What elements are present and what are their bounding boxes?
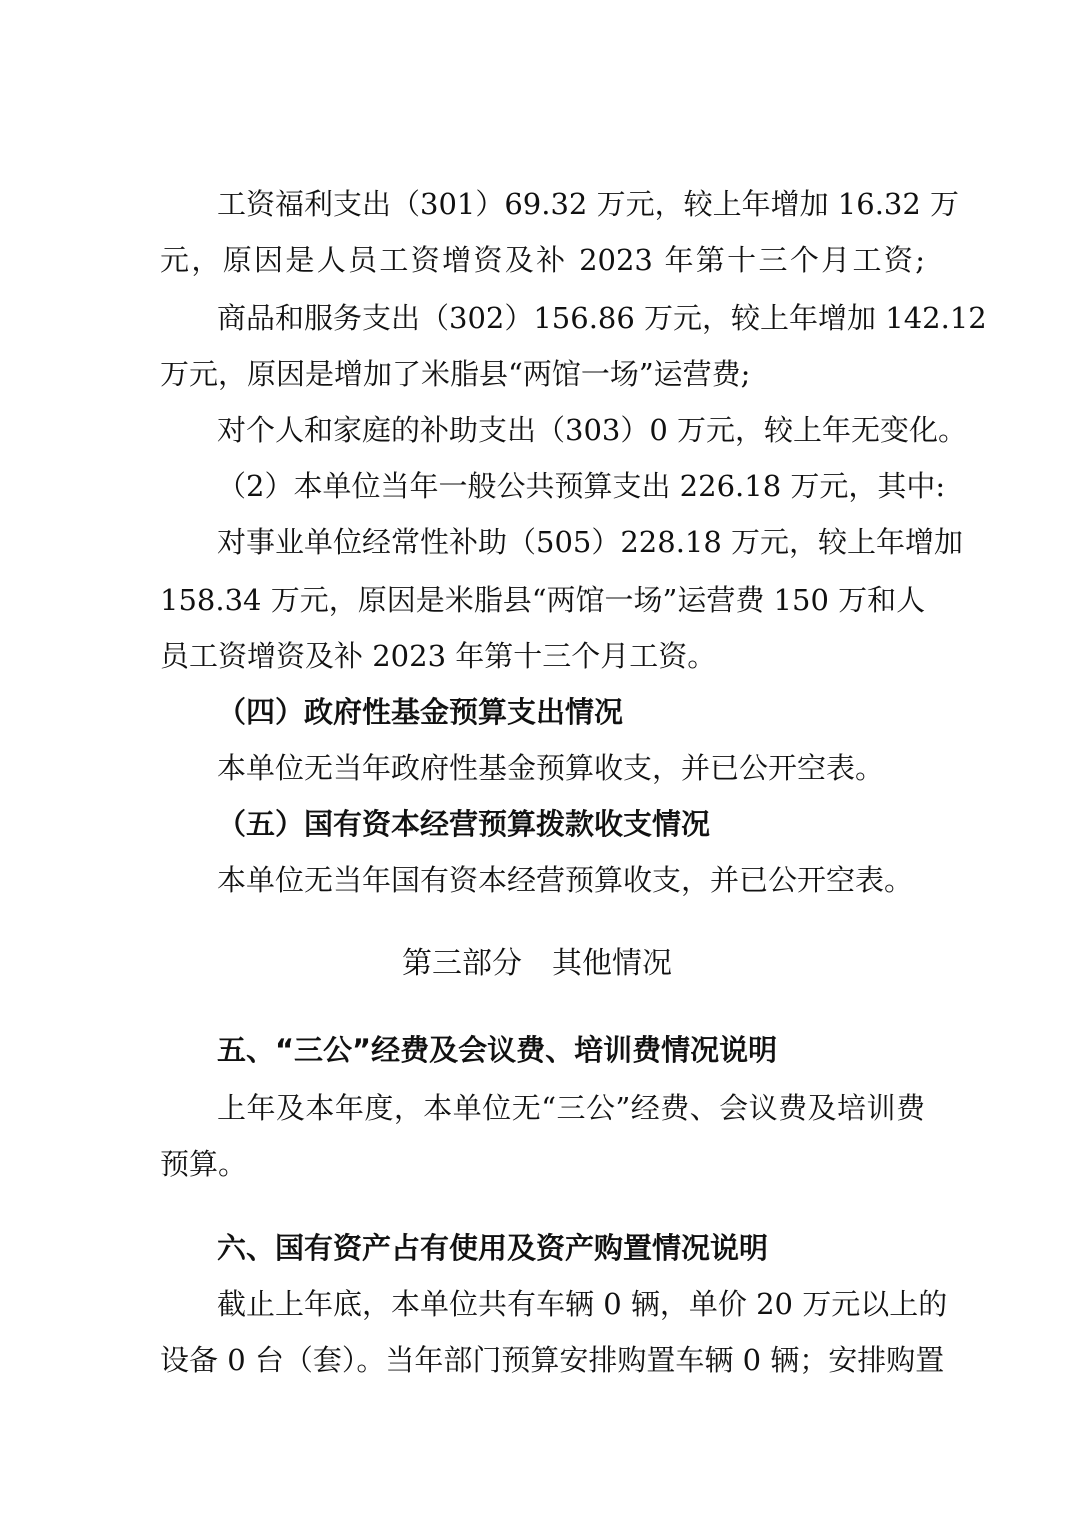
paragraph-state-capital: 本单位无当年国有资本经营预算收支，并已公开空表。 xyxy=(217,863,914,897)
paragraph-institution-line-3: 员工资增资及补 2023 年第十三个月工资。 xyxy=(160,639,717,673)
paragraph-gov-fund: 本单位无当年政府性基金预算收支，并已公开空表。 xyxy=(217,751,885,785)
paragraph-assets-line-2: 设备 0 台（套）。当年部门预算安排购置车辆 0 辆；安排购置 xyxy=(160,1343,945,1377)
paragraph-institution-line-2: 158.34 万元，原因是米脂县“两馆一场”运营费 150 万和人 xyxy=(160,583,926,617)
paragraph-general-budget: （2）本单位当年一般公共预算支出 226.18 万元，其中: xyxy=(217,469,946,503)
paragraph-goods-line-2: 万元，原因是增加了米脂县“两馆一场”运营费; xyxy=(160,357,751,391)
paragraph-salary-line-2: 元，原因是人员工资增资及补 2023 年第十三个月工资; xyxy=(160,243,925,277)
part-three-title: 第三部分 其他情况 xyxy=(402,946,672,981)
heading-assets: 六、国有资产占有使用及资产购置情况说明 xyxy=(217,1231,769,1265)
paragraph-sangong-line-1: 上年及本年度，本单位无“三公”经费、会议费及培训费 xyxy=(217,1091,925,1125)
paragraph-institution-line-1: 对事业单位经常性补助（505）228.18 万元，较上年增加 xyxy=(217,525,964,559)
paragraph-salary-line-1: 工资福利支出（301）69.32 万元，较上年增加 16.32 万 xyxy=(217,187,960,221)
paragraph-sangong-line-2: 预算。 xyxy=(160,1147,248,1181)
paragraph-goods-line-1: 商品和服务支出（302）156.86 万元，较上年增加 142.12 xyxy=(217,301,987,335)
heading-state-capital: （五）国有资本经营预算拨款收支情况 xyxy=(217,807,711,841)
heading-gov-fund: （四）政府性基金预算支出情况 xyxy=(217,695,624,729)
paragraph-assets-line-1: 截止上年底，本单位共有车辆 0 辆，单价 20 万元以上的 xyxy=(217,1287,948,1321)
paragraph-subsidy: 对个人和家庭的补助支出（303）0 万元，较上年无变化。 xyxy=(217,413,968,447)
heading-sangong: 五、“三公”经费及会议费、培训费情况说明 xyxy=(217,1033,778,1067)
